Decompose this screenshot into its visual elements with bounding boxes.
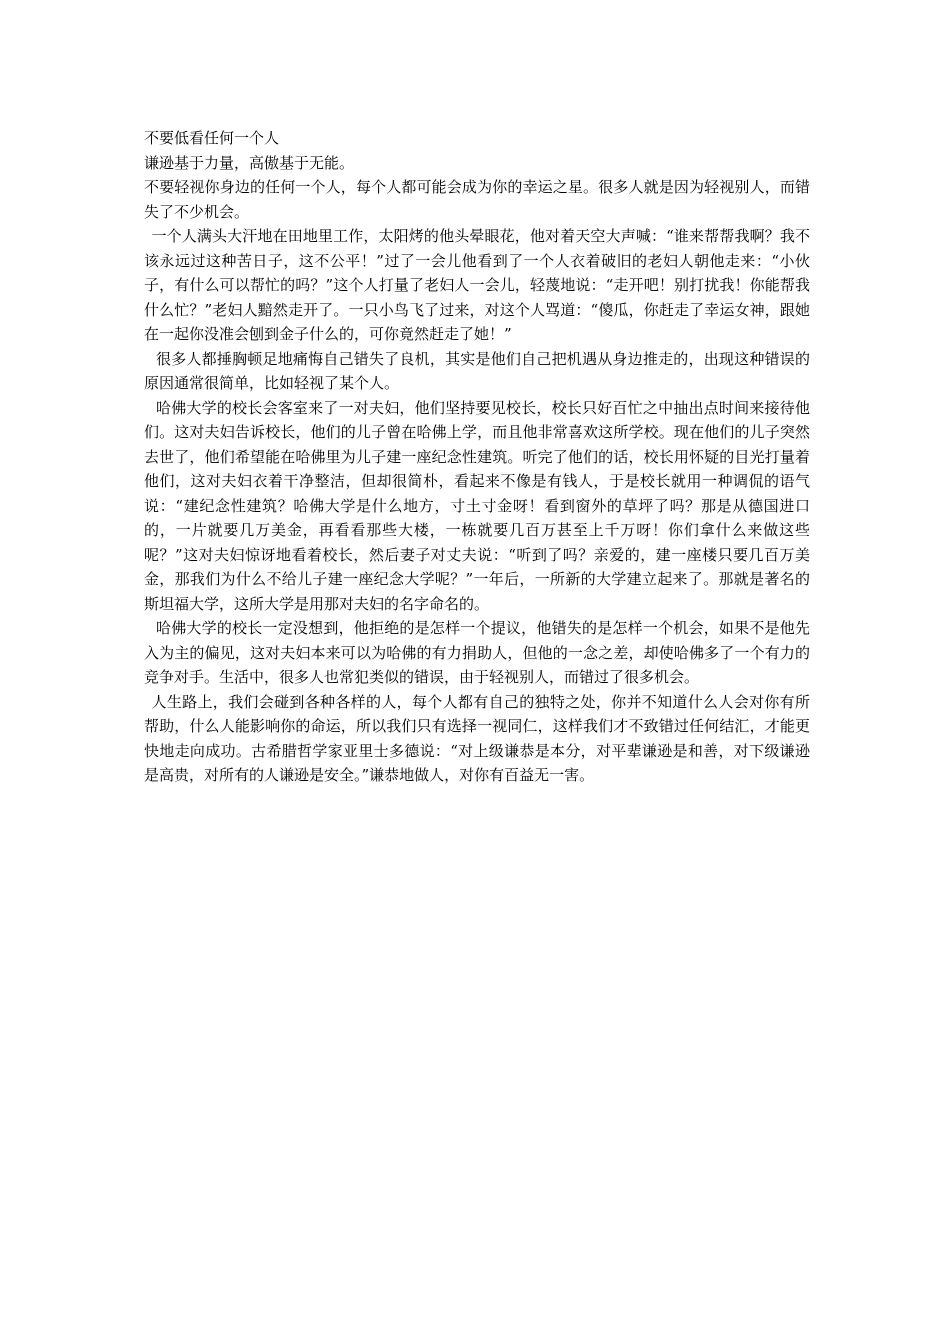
paragraph-regret: 很多人都捶胸顿足地痛悔自己错失了良机，其实是他们自己把机遇从身边推走的，出现这种错误的原因通常很简单，比如轻视了某个人。 xyxy=(144,349,810,392)
paragraph-intro: 不要轻视你身边的任何一个人，每个人都可能会成为你的幸运之星。很多人就是因为轻视别人，而错失了不少机会。 xyxy=(144,178,810,221)
paragraph-harvard-reflection: 哈佛大学的校长一定没想到，他拒绝的是怎样一个提议，他错失的是怎样一个机会，如果不是他先入为主的偏见，这对夫妇本来可以为哈佛的有力捐助人，但他的一念之差，却使哈佛多了一个有力的竞争对手。生活中，很多人也常犯类似的错误，由于轻视别人，而错过了很多机会。 xyxy=(144,619,810,686)
document-subtitle: 谦逊基于力量，高傲基于无能。 xyxy=(144,153,355,172)
paragraph-conclusion: 人生路上，我们会碰到各种各样的人，每个人都有自己的独特之处，你并不知道什么人会对你有所帮助，什么人能影响你的命运，所以我们只有选择一视同仁，这样我们才不致错过任何结汇，才能更快地走向成功。古希腊哲学家亚里士多德说：“对上级谦恭是本分，对平辈谦逊是和善，对下级谦逊是高贵，对所有的人谦逊是安全。”谦恭地做人，对你有百益无一害。 xyxy=(144,692,810,784)
document-body xyxy=(144,126,810,788)
document-title: 不要低看任何一个人 xyxy=(144,129,280,147)
paragraph-story-harvard: 哈佛大学的校长会客室来了一对夫妇，他们坚持要见校长，校长只好百忙之中抽出点时间来接待他们。这对夫妇告诉校长，他们的儿子曾在哈佛上学，而且他非常喜欢这所学校。现在他们的儿子突然去世了，他们希望能在哈佛里为儿子建一座纪念性建筑。听完了他们的话，校长用怀疑的目光打量着他们，这对夫妇衣着干净整洁，但却很简朴，看起来不像是有钱人，于是校长就用一种调侃的语气说：“建纪念性建筑？哈佛大学是什么地方，寸土寸金呀！看到窗外的草坪了吗？那是从德国进口的，一片就要几万美金，再看看那些大楼，一栋就要几百万甚至上千万呀！你们拿什么来做这些呢？”这对夫妇惊讶地看着校长，然后妻子对丈夫说：“听到了吗？亲爱的，建一座楼只要几百万美金，那我们为什么不给儿子建一座纪念大学呢？”一年后，一所新的大学建立起来了。那就是著名的斯坦福大学，这所大学是用那对夫妇的名字命名的。 xyxy=(144,398,810,613)
paragraph-story-farmer: 一个人满头大汗地在田地里工作，太阳烤的他头晕眼花，他对着天空大声喊：“谁来帮帮我啊？我不该永远过这种苦日子，这不公平！”过了一会儿他看到了一个人衣着破旧的老妇人朝他走来：“小伙子，有什么可以帮忙的吗？”这个人打量了老妇人一会儿，轻蔑地说：“走开吧！别打扰我！你能帮我什么忙？”老妇人黯然走开了。一只小鸟飞了过来，对这个人骂道：“傻瓜，你赶走了幸运女神，跟她在一起你没准会刨到金子什么的，可你竟然赶走了她！” xyxy=(144,227,810,343)
